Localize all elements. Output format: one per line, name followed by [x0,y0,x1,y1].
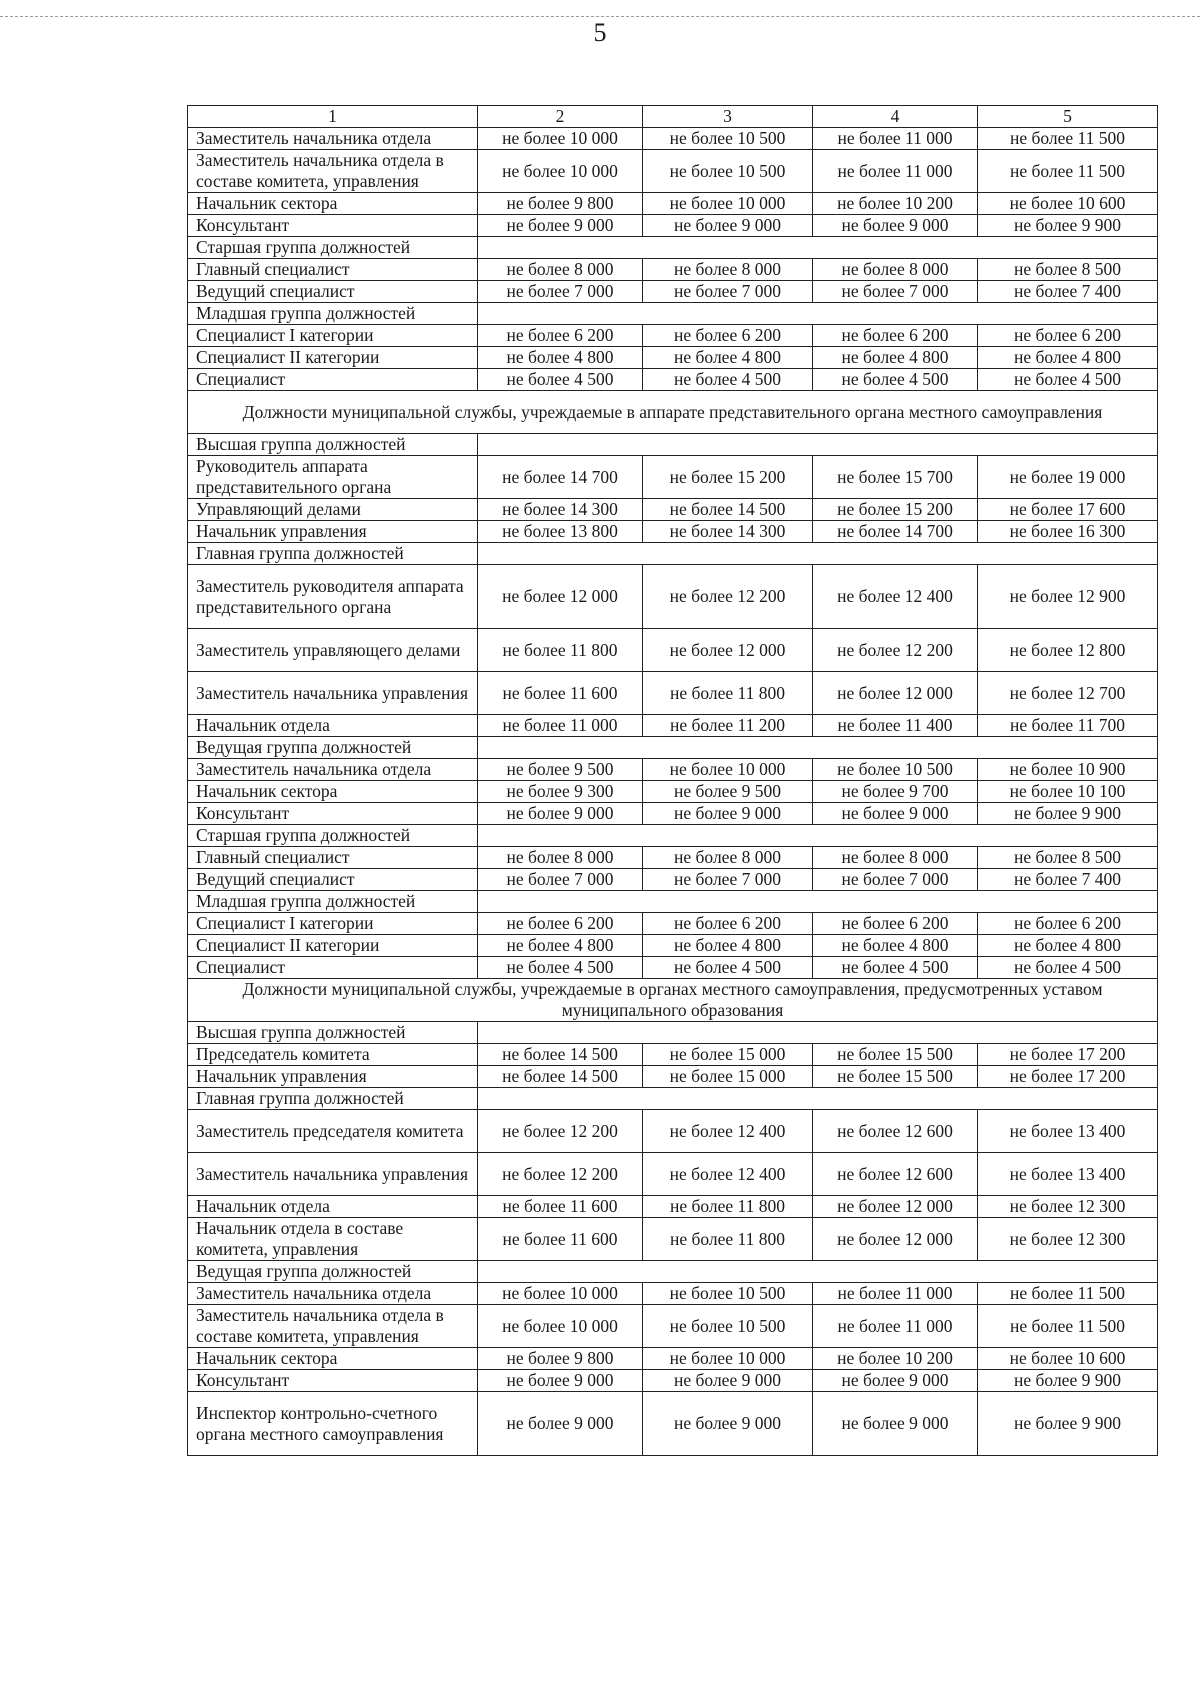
salary-limit-col-3: не более 11 800 [643,672,813,715]
group-heading-row [188,434,1158,456]
salary-limit-col-3: не более 14 500 [643,499,813,521]
empty-cell [478,891,1158,913]
salary-limit-col-3: не более 11 800 [643,1218,813,1261]
group-heading-row [188,303,1158,325]
salary-limit-col-5: не более 12 800 [978,629,1158,672]
group-heading: Главная группа должностей [188,1088,478,1110]
table-row [188,869,1158,891]
position-title: Заместитель управляющего делами [188,629,478,672]
salary-limit-col-4: не более 8 000 [813,259,978,281]
salary-limit-col-4: не более 7 000 [813,281,978,303]
position-title: Заместитель начальника отдела в составе комитета, управления [188,150,478,193]
empty-cell [478,825,1158,847]
table-row [188,1283,1158,1305]
salary-limit-col-3: не более 10 500 [643,128,813,150]
group-heading: Младшая группа должностей [188,303,478,325]
salary-limit-col-2: не более 9 800 [478,193,643,215]
table-row [188,1044,1158,1066]
column-number-2: 2 [478,106,643,128]
table-row [188,847,1158,869]
salary-limit-col-4: не более 10 200 [813,1348,978,1370]
group-heading: Высшая группа должностей [188,434,478,456]
position-title: Главный специалист [188,847,478,869]
salary-limit-col-2: не более 13 800 [478,521,643,543]
salary-limit-col-3: не более 10 500 [643,150,813,193]
position-title: Специалист [188,369,478,391]
salary-limit-col-4: не более 12 200 [813,629,978,672]
salary-limit-col-3: не более 8 000 [643,259,813,281]
position-title: Заместитель начальника отдела в составе комитета, управления [188,1305,478,1348]
salary-limit-col-3: не более 11 200 [643,715,813,737]
table-row [188,629,1158,672]
table-body [188,128,1158,1456]
salary-limit-col-2: не более 11 600 [478,1196,643,1218]
salary-limit-col-2: не более 11 600 [478,1218,643,1261]
salary-limit-col-5: не более 4 800 [978,347,1158,369]
salary-limit-col-5: не более 11 500 [978,1283,1158,1305]
position-title: Специалист I категории [188,325,478,347]
salary-limit-col-4: не более 12 400 [813,565,978,629]
salary-limit-col-3: не более 10 500 [643,1305,813,1348]
table-row [188,1153,1158,1196]
position-title: Заместитель начальника отдела [188,1283,478,1305]
salary-limit-col-4: не более 10 500 [813,759,978,781]
group-heading-row [188,891,1158,913]
salary-limit-col-5: не более 9 900 [978,215,1158,237]
salary-limit-col-4: не более 9 000 [813,215,978,237]
position-title: Специалист II категории [188,347,478,369]
table-row [188,150,1158,193]
salary-limit-col-4: не более 12 600 [813,1153,978,1196]
table-row [188,259,1158,281]
salary-limit-col-4: не более 4 500 [813,957,978,979]
salary-limit-col-5: не более 17 600 [978,499,1158,521]
table-row [188,215,1158,237]
salary-limit-col-3: не более 9 000 [643,1370,813,1392]
salary-limit-col-3: не более 8 000 [643,847,813,869]
salary-limit-col-3: не более 10 500 [643,1283,813,1305]
salary-limit-col-5: не более 17 200 [978,1066,1158,1088]
salary-limit-col-2: не более 10 000 [478,1305,643,1348]
group-heading: Главная группа должностей [188,543,478,565]
group-heading-row [188,825,1158,847]
salary-limit-col-3: не более 4 500 [643,369,813,391]
position-title: Специалист [188,957,478,979]
salary-limit-col-3: не более 12 200 [643,565,813,629]
salary-limit-col-5: не более 12 700 [978,672,1158,715]
table-row [188,565,1158,629]
table-row [188,715,1158,737]
salary-limit-col-4: не более 15 500 [813,1044,978,1066]
salary-limit-col-2: не более 7 000 [478,869,643,891]
salary-limit-col-3: не более 15 200 [643,456,813,499]
column-number-5: 5 [978,106,1158,128]
table-row [188,913,1158,935]
group-heading-row [188,1261,1158,1283]
salary-limit-col-3: не более 7 000 [643,281,813,303]
salary-limit-col-4: не более 15 700 [813,456,978,499]
table-row [188,456,1158,499]
group-heading: Старшая группа должностей [188,237,478,259]
salary-limit-col-4: не более 12 000 [813,672,978,715]
empty-cell [478,237,1158,259]
salary-limit-col-5: не более 10 900 [978,759,1158,781]
table-row [188,521,1158,543]
salary-limit-col-4: не более 11 000 [813,150,978,193]
table-row [188,1392,1158,1456]
empty-cell [478,1022,1158,1044]
position-title: Управляющий делами [188,499,478,521]
salary-limit-col-5: не более 12 300 [978,1196,1158,1218]
column-number-3: 3 [643,106,813,128]
position-title: Главный специалист [188,259,478,281]
salary-limit-col-3: не более 10 000 [643,759,813,781]
salary-limit-col-2: не более 4 500 [478,369,643,391]
position-title: Консультант [188,803,478,825]
salary-limit-col-3: не более 12 000 [643,629,813,672]
table-row [188,325,1158,347]
salary-limit-col-3: не более 9 000 [643,1392,813,1456]
salary-limit-col-3: не более 14 300 [643,521,813,543]
table-row [188,957,1158,979]
position-title: Специалист II категории [188,935,478,957]
salary-limit-col-3: не более 12 400 [643,1110,813,1153]
salary-limit-col-3: не более 15 000 [643,1044,813,1066]
position-title: Заместитель руководителя аппарата представительного органа [188,565,478,629]
salary-limit-col-4: не более 9 000 [813,1370,978,1392]
salary-limit-col-4: не более 11 400 [813,715,978,737]
table-row [188,1110,1158,1153]
table-row [188,1348,1158,1370]
salary-limit-col-4: не более 11 000 [813,1283,978,1305]
salary-limit-col-4: не более 15 500 [813,1066,978,1088]
position-title: Заместитель начальника управления [188,672,478,715]
salary-limit-col-3: не более 4 800 [643,935,813,957]
salary-limit-col-2: не более 6 200 [478,913,643,935]
salary-limit-col-2: не более 14 300 [478,499,643,521]
salary-limit-col-3: не более 6 200 [643,325,813,347]
salary-limit-col-5: не более 4 500 [978,369,1158,391]
salary-limit-col-5: не более 11 500 [978,1305,1158,1348]
position-title: Заместитель начальника управления [188,1153,478,1196]
salary-limit-col-5: не более 8 500 [978,259,1158,281]
salary-limit-col-2: не более 14 500 [478,1044,643,1066]
salary-limit-col-5: не более 9 900 [978,803,1158,825]
salary-limit-col-2: не более 7 000 [478,281,643,303]
scan-top-edge [0,16,1200,17]
salary-limit-col-2: не более 9 800 [478,1348,643,1370]
salary-limit-col-4: не более 4 800 [813,347,978,369]
table-row [188,281,1158,303]
salary-limit-col-3: не более 10 000 [643,193,813,215]
position-title: Начальник управления [188,1066,478,1088]
position-title: Консультант [188,1370,478,1392]
salary-limit-col-2: не более 14 500 [478,1066,643,1088]
position-title: Специалист I категории [188,913,478,935]
position-title: Консультант [188,215,478,237]
salary-limit-col-3: не более 10 000 [643,1348,813,1370]
salary-limit-col-5: не более 9 900 [978,1392,1158,1456]
position-title: Начальник сектора [188,781,478,803]
salary-limit-col-5: не более 11 500 [978,150,1158,193]
group-heading-row [188,1088,1158,1110]
table-header-row [188,106,1158,128]
position-title: Ведущий специалист [188,869,478,891]
table-row [188,369,1158,391]
table-row [188,781,1158,803]
salary-limit-col-3: не более 9 000 [643,215,813,237]
position-title: Председатель комитета [188,1044,478,1066]
position-title: Ведущий специалист [188,281,478,303]
table-row [188,128,1158,150]
salary-limit-col-4: не более 7 000 [813,869,978,891]
salary-limit-col-5: не более 17 200 [978,1044,1158,1066]
salary-limit-col-2: не более 10 000 [478,128,643,150]
empty-cell [478,434,1158,456]
salary-limit-col-5: не более 12 300 [978,1218,1158,1261]
salary-limit-col-2: не более 4 800 [478,347,643,369]
salary-limit-col-2: не более 6 200 [478,325,643,347]
salary-limit-col-5: не более 8 500 [978,847,1158,869]
salary-limit-col-5: не более 4 800 [978,935,1158,957]
column-number-1: 1 [188,106,478,128]
group-heading: Высшая группа должностей [188,1022,478,1044]
salary-limit-col-5: не более 11 500 [978,128,1158,150]
page-number: 5 [593,18,607,47]
table-row [188,1066,1158,1088]
salary-limit-col-2: не более 10 000 [478,1283,643,1305]
salary-limit-col-3: не более 15 000 [643,1066,813,1088]
position-title: Начальник отдела [188,1196,478,1218]
table-row [188,499,1158,521]
group-heading: Ведущая группа должностей [188,737,478,759]
salary-limit-col-2: не более 8 000 [478,259,643,281]
salary-limit-col-4: не более 9 000 [813,803,978,825]
table-row [188,803,1158,825]
salary-limit-col-2: не более 12 200 [478,1110,643,1153]
salary-limit-col-2: не более 9 300 [478,781,643,803]
table-row [188,193,1158,215]
table-row [188,1370,1158,1392]
salary-limit-col-5: не более 7 400 [978,281,1158,303]
salary-limit-col-2: не более 11 800 [478,629,643,672]
salary-limit-col-5: не более 6 200 [978,913,1158,935]
empty-cell [478,737,1158,759]
salary-limit-col-4: не более 15 200 [813,499,978,521]
salary-limit-col-5: не более 10 600 [978,193,1158,215]
salary-limit-col-2: не более 11 000 [478,715,643,737]
group-heading: Младшая группа должностей [188,891,478,913]
salary-limit-col-2: не более 12 200 [478,1153,643,1196]
table-row [188,759,1158,781]
group-heading: Ведущая группа должностей [188,1261,478,1283]
salary-limit-col-5: не более 9 900 [978,1370,1158,1392]
group-heading-row [188,237,1158,259]
empty-cell [478,303,1158,325]
salary-limit-col-2: не более 4 500 [478,957,643,979]
section-heading: Должности муниципальной службы, учреждаемые в органах местного самоуправления, предусмотренных уставом муниципального образования [188,979,1158,1022]
position-title: Заместитель начальника отдела [188,128,478,150]
column-number-4: 4 [813,106,978,128]
table-row [188,1196,1158,1218]
salary-limit-col-4: не более 4 500 [813,369,978,391]
salary-limit-col-2: не более 14 700 [478,456,643,499]
salary-limit-col-2: не более 11 600 [478,672,643,715]
salary-limit-col-4: не более 6 200 [813,913,978,935]
position-title: Инспектор контрольно-счетного органа местного самоуправления [188,1392,478,1456]
salary-limit-col-5: не более 6 200 [978,325,1158,347]
group-heading-row [188,543,1158,565]
section-heading-row [188,979,1158,1022]
table-row [188,1305,1158,1348]
salary-limit-col-4: не более 11 000 [813,128,978,150]
salary-limit-col-4: не более 8 000 [813,847,978,869]
salary-limit-col-2: не более 9 000 [478,215,643,237]
salary-limit-col-2: не более 9 000 [478,803,643,825]
salary-limit-col-5: не более 10 600 [978,1348,1158,1370]
section-heading-row [188,391,1158,434]
salary-limit-col-4: не более 4 800 [813,935,978,957]
salary-limit-col-2: не более 12 000 [478,565,643,629]
salary-limit-col-3: не более 7 000 [643,869,813,891]
salary-limit-col-4: не более 14 700 [813,521,978,543]
salary-limit-col-5: не более 11 700 [978,715,1158,737]
salary-limit-col-4: не более 9 700 [813,781,978,803]
position-title: Заместитель председателя комитета [188,1110,478,1153]
group-heading-row [188,737,1158,759]
salary-limit-col-2: не более 9 000 [478,1392,643,1456]
salary-limit-col-5: не более 4 500 [978,957,1158,979]
empty-cell [478,1261,1158,1283]
position-title: Начальник управления [188,521,478,543]
position-title: Начальник отдела в составе комитета, управления [188,1218,478,1261]
position-title: Начальник сектора [188,193,478,215]
salary-limit-col-3: не более 4 500 [643,957,813,979]
salary-limit-col-2: не более 9 500 [478,759,643,781]
salary-limit-col-4: не более 12 000 [813,1196,978,1218]
salary-limit-col-3: не более 9 000 [643,803,813,825]
salary-limit-col-5: не более 7 400 [978,869,1158,891]
salary-limit-col-2: не более 10 000 [478,150,643,193]
salary-limit-col-4: не более 11 000 [813,1305,978,1348]
salary-limit-col-3: не более 6 200 [643,913,813,935]
salary-limit-col-4: не более 6 200 [813,325,978,347]
salary-limit-col-2: не более 9 000 [478,1370,643,1392]
salary-limit-col-3: не более 9 500 [643,781,813,803]
salary-limit-col-5: не более 16 300 [978,521,1158,543]
salary-limit-col-4: не более 12 000 [813,1218,978,1261]
salary-limit-col-2: не более 4 800 [478,935,643,957]
table-row [188,347,1158,369]
salary-limit-col-5: не более 19 000 [978,456,1158,499]
table-row [188,1218,1158,1261]
salary-limit-col-4: не более 9 000 [813,1392,978,1456]
position-title: Заместитель начальника отдела [188,759,478,781]
salary-limit-col-5: не более 10 100 [978,781,1158,803]
position-title: Начальник отдела [188,715,478,737]
salary-limit-col-5: не более 13 400 [978,1153,1158,1196]
salary-limit-col-4: не более 10 200 [813,193,978,215]
position-title: Руководитель аппарата представительного органа [188,456,478,499]
salary-table [187,105,1158,1456]
group-heading: Старшая группа должностей [188,825,478,847]
empty-cell [478,1088,1158,1110]
salary-limit-col-3: не более 11 800 [643,1196,813,1218]
position-title: Начальник сектора [188,1348,478,1370]
table-row [188,672,1158,715]
section-heading: Должности муниципальной службы, учреждаемые в аппарате представительного органа местного самоуправления [188,391,1158,434]
salary-limit-col-3: не более 12 400 [643,1153,813,1196]
table-row [188,935,1158,957]
salary-limit-col-5: не более 13 400 [978,1110,1158,1153]
salary-limit-col-5: не более 12 900 [978,565,1158,629]
salary-limit-col-2: не более 8 000 [478,847,643,869]
group-heading-row [188,1022,1158,1044]
salary-limit-col-3: не более 4 800 [643,347,813,369]
salary-limit-col-4: не более 12 600 [813,1110,978,1153]
empty-cell [478,543,1158,565]
